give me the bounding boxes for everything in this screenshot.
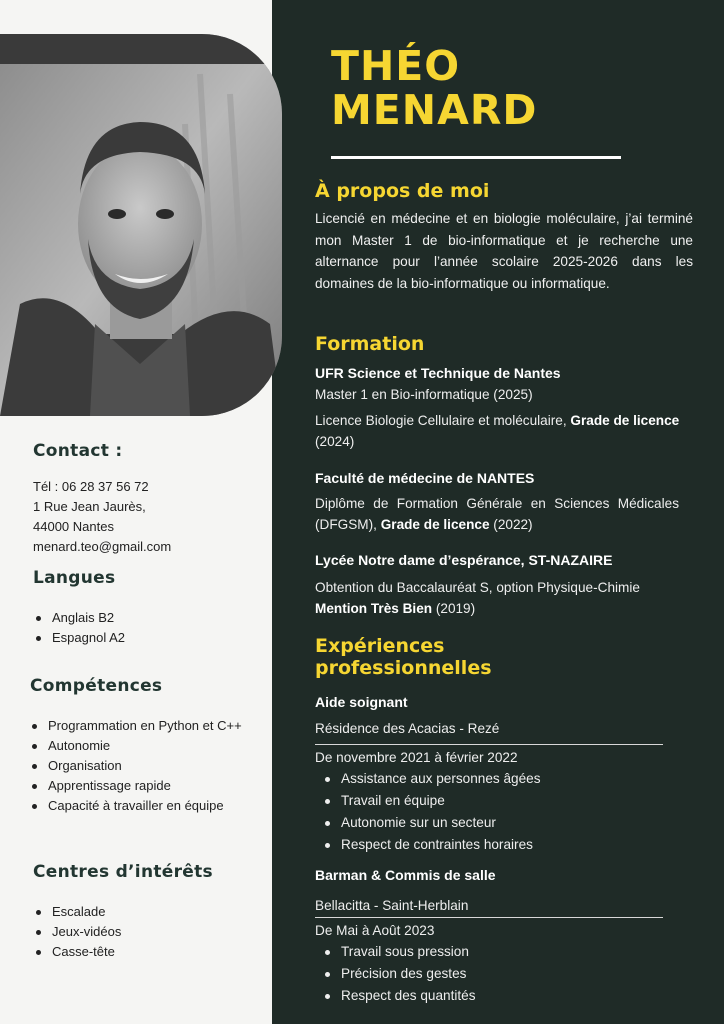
education-line: Obtention du Baccalauréat S, option Physique-Chimie [315, 580, 640, 595]
list-item: Apprentissage rapide [30, 776, 260, 796]
contact-details [33, 477, 171, 557]
list-item: Travail sous pression [323, 941, 476, 963]
list-item: Programmation en Python et C++ [30, 716, 260, 736]
skills-title: Compétences [30, 676, 163, 696]
portrait-photo [0, 34, 282, 416]
education-year: (2019) [432, 601, 476, 616]
list-item: Précision des gestes [323, 963, 476, 985]
education-line [315, 493, 679, 535]
education-school: Faculté de médecine de NANTES [315, 470, 535, 486]
name-divider [331, 156, 621, 159]
list-item: Autonomie sur un secteur [323, 812, 541, 834]
contact-email: menard.teo@gmail.com [33, 539, 172, 554]
contact-address-line1: 1 Rue Jean Jaurès, [33, 499, 146, 514]
list-item: Jeux-vidéos [34, 922, 121, 942]
job-divider [315, 917, 663, 918]
interests-title: Centres d’intérêts [33, 862, 213, 882]
list-item: Casse-tête [34, 942, 121, 962]
list-item: Organisation [30, 756, 260, 776]
list-item: Respect de contraintes horaires [323, 834, 541, 856]
list-item: Capacité à travailler en équipe [30, 796, 260, 816]
languages-title: Langues [33, 568, 116, 588]
interests-list [34, 902, 121, 962]
contact-title: Contact : [33, 441, 123, 461]
job-role: Barman & Commis de salle [315, 867, 496, 883]
job-tasks [323, 941, 476, 1007]
contact-address-line2: 44000 Nantes [33, 519, 114, 534]
experience-title [315, 635, 492, 679]
portrait-photo-icon [0, 34, 282, 416]
last-name: MENARD [331, 86, 538, 134]
job-role: Aide soignant [315, 694, 408, 710]
contact-phone: Tél : 06 28 37 56 72 [33, 479, 149, 494]
education-line-text: Licence Biologie Cellulaire et moléculaire, [315, 413, 571, 428]
list-item: Respect des quantités [323, 985, 476, 1007]
job-dates: De Mai à Août 2023 [315, 923, 435, 938]
about-text: Licencié en médecine et en biologie moléculaire, j’ai terminé mon Master 1 de bio-informatique et je recherche une alternance pour l’année scolaire 2025-2026 dans les domaines de la bio-informatique ou informatique. [315, 211, 693, 291]
about-title: À propos de moi [315, 180, 490, 202]
list-item: Assistance aux personnes âgées [323, 768, 541, 790]
job-dates: De novembre 2021 à février 2022 [315, 750, 518, 765]
education-mention: Mention Très Bien [315, 601, 433, 616]
list-item: Escalade [34, 902, 121, 922]
education-grade: Grade de licence [380, 517, 490, 532]
education-line-text: Diplôme de Formation Générale en Sciences Médicales (DFGSM), [315, 496, 679, 532]
education-title: Formation [315, 333, 425, 355]
experience-title-line2: professionnelles [315, 657, 492, 679]
education-school: UFR Science et Technique de Nantes [315, 365, 561, 381]
job-place: Bellacitta - Saint-Herblain [315, 898, 469, 913]
first-name: THÉO [331, 42, 461, 90]
education-school: Lycée Notre dame d’espérance, ST-NAZAIRE [315, 552, 613, 568]
list-item: Anglais B2 [34, 608, 125, 628]
list-item: Autonomie [30, 736, 260, 756]
job-divider [315, 744, 663, 745]
education-grade: Grade de licence [570, 413, 680, 428]
list-item: Espagnol A2 [34, 628, 125, 648]
education-line [315, 598, 475, 619]
skills-list [30, 716, 260, 816]
education-line [315, 410, 683, 452]
education-year: (2024) [315, 434, 355, 449]
job-tasks [323, 768, 541, 856]
list-item: Travail en équipe [323, 790, 541, 812]
education-year: (2022) [489, 517, 533, 532]
job-place: Résidence des Acacias - Rezé [315, 721, 500, 736]
experience-title-line1: Expériences [315, 635, 445, 657]
full-name [331, 44, 537, 132]
education-line: Master 1 en Bio-informatique (2025) [315, 387, 533, 402]
languages-list [34, 608, 125, 648]
